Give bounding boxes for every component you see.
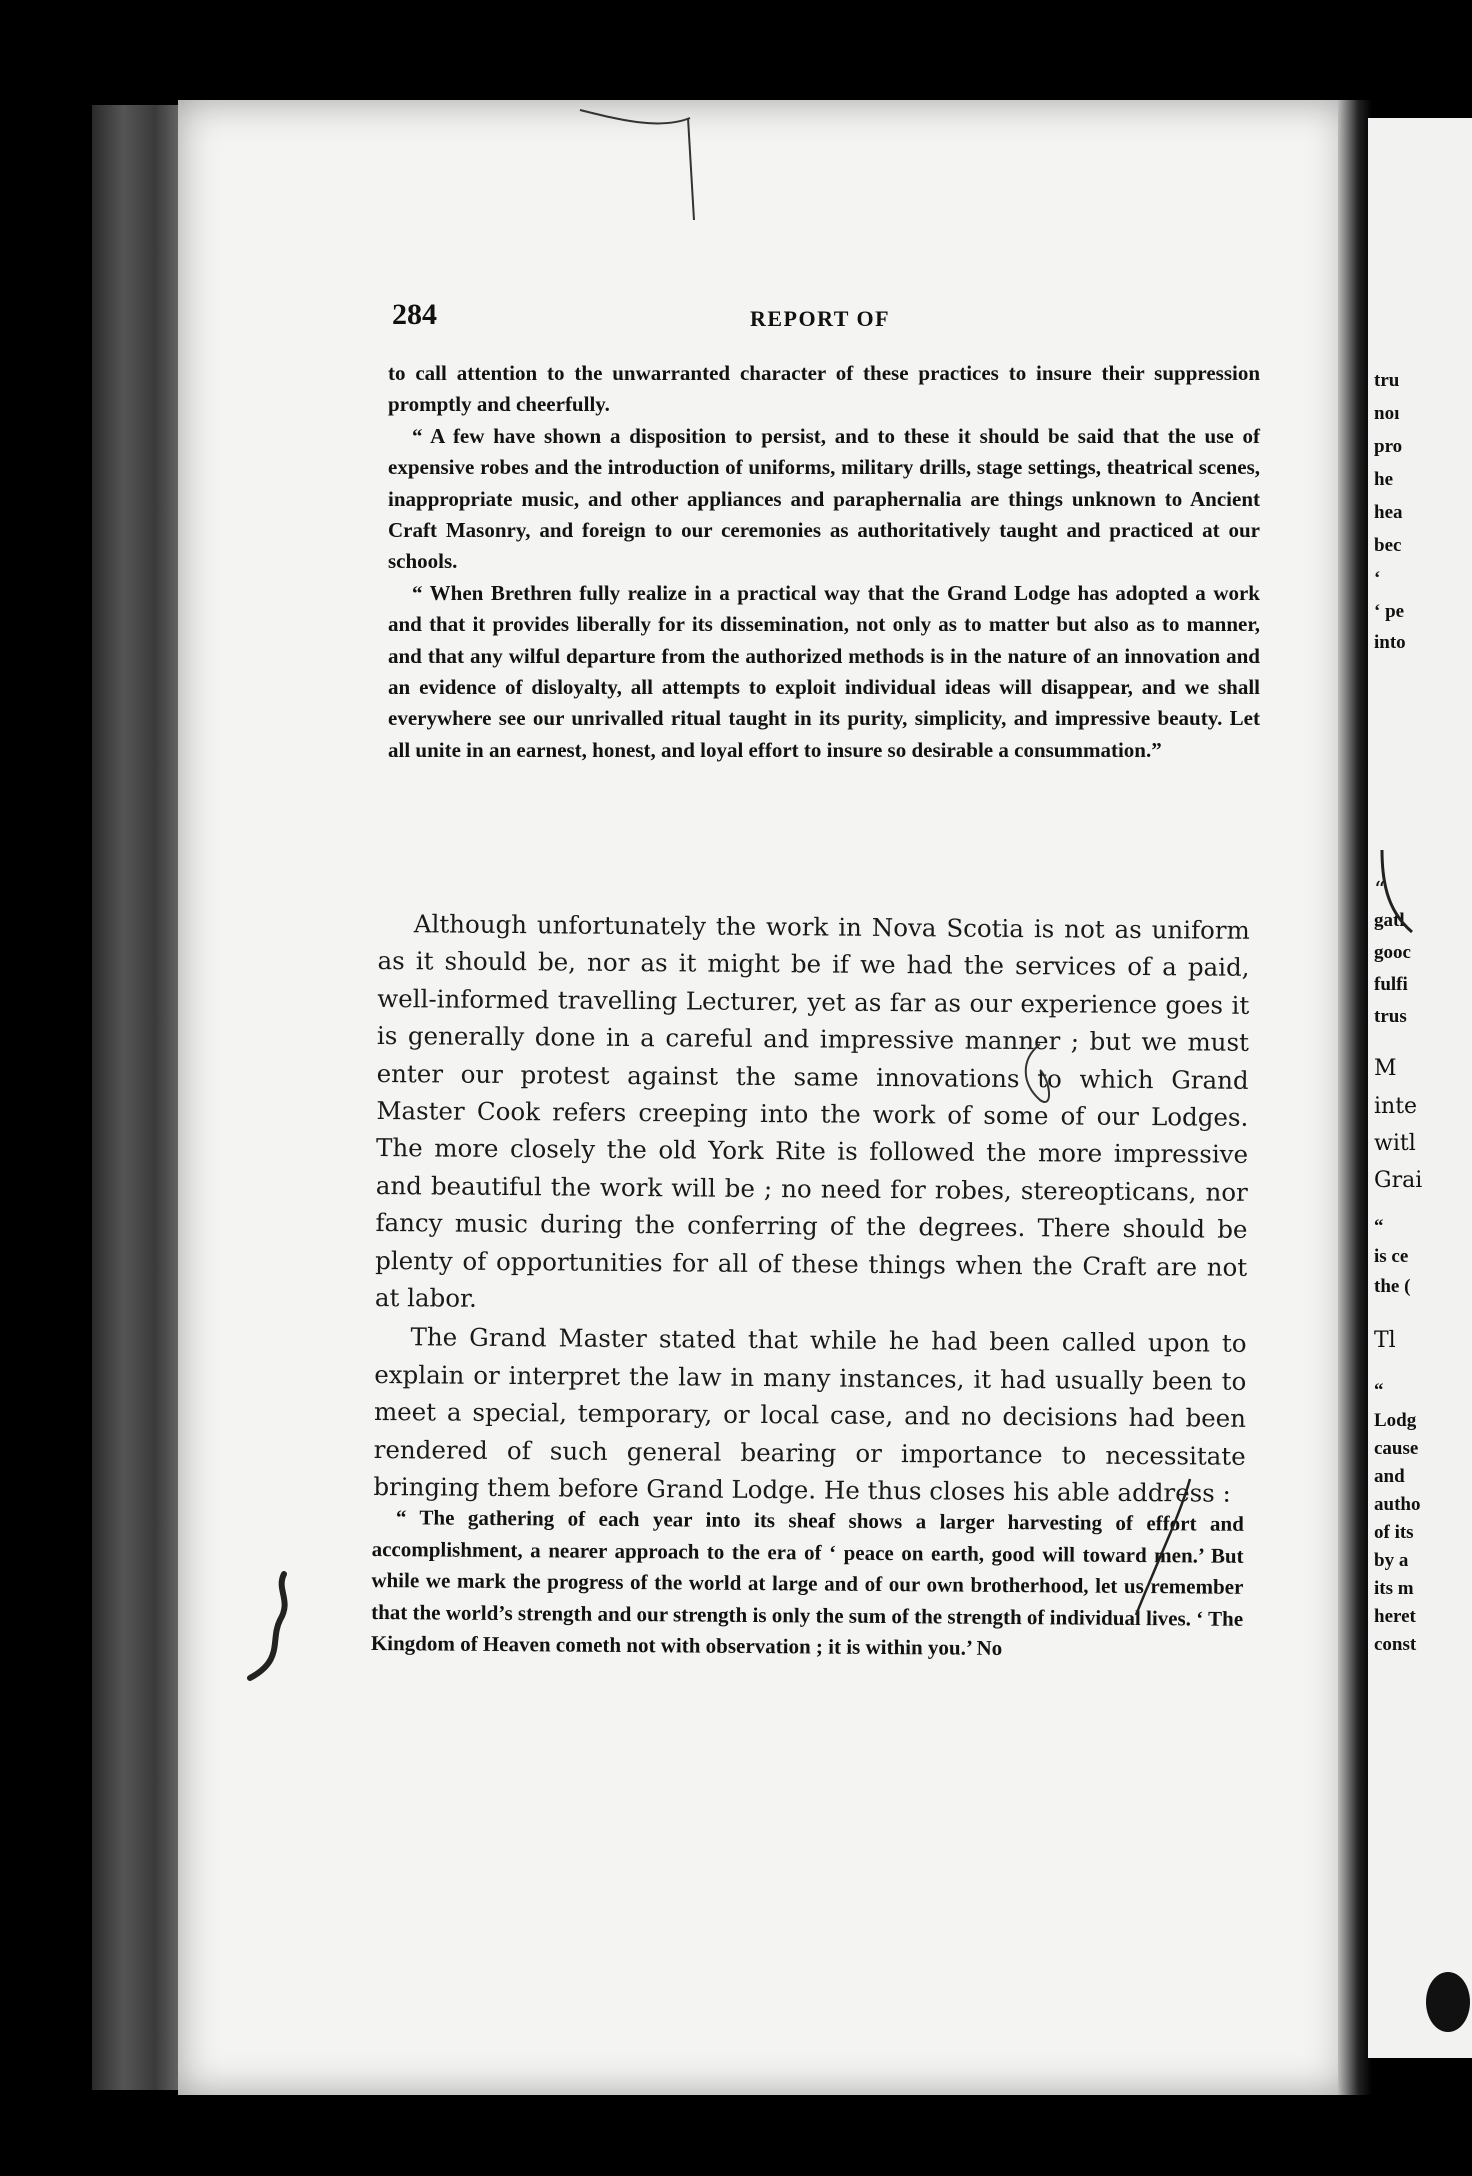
right-page-line: the ( [1374, 1276, 1411, 1297]
right-page-line: is ce [1374, 1246, 1409, 1267]
ink-blot [240, 1570, 310, 1690]
right-page-line: const [1374, 1634, 1417, 1655]
running-head: REPORT OF [750, 306, 891, 331]
right-page-line: inte [1374, 1094, 1418, 1119]
right-page-line: noı [1374, 403, 1400, 424]
right-page-line: Lodg [1374, 1410, 1417, 1431]
right-page-line: M [1374, 1056, 1397, 1081]
right-page-line: heret [1374, 1606, 1416, 1627]
right-page-line: tru [1374, 370, 1400, 391]
right-page-line: “ [1374, 1380, 1384, 1401]
right-page-line: “ [1374, 1216, 1384, 1237]
right-page-line: Grai [1374, 1168, 1423, 1193]
right-page-line: witl [1374, 1131, 1416, 1156]
right-page-line: trus [1374, 1006, 1407, 1027]
right-page-line: bec [1374, 535, 1402, 556]
right-page-line: ‘ [1374, 568, 1381, 589]
right-page-line: gooc [1374, 942, 1411, 963]
margin-pencil-stroke [1130, 1475, 1210, 1625]
right-page-line: fulfi [1374, 974, 1408, 995]
report-body [373, 905, 1250, 1514]
right-page-line: into [1374, 632, 1406, 653]
book-spine [92, 105, 182, 2090]
right-page-line: Tl [1374, 1328, 1396, 1353]
right-page-line: of its [1374, 1522, 1414, 1543]
right-page-line: and [1374, 1466, 1405, 1487]
right-page-line: cause [1374, 1438, 1419, 1459]
right-page-line: its m [1374, 1578, 1414, 1599]
right-page-fragment [1368, 118, 1472, 2058]
right-page-line: pro [1374, 436, 1403, 457]
body-paragraph: Although unfortunately the work in Nova Scotia is not as uniform as it should be, nor as it might be if we had the services of a paid, well-informed travelling Lecturer, yet as far as our experience goes it is generally done in a careful and impressive manner ; but we must enter our protest against the same innovations to which Grand Master Cook refers creeping into the work of some of our Lodges. The more closely the old York Rite is followed the more impressive and beautiful the work will be ; no need for robes, stereopticans, nor fancy music during the conferring of the degrees. There should be plenty of opportunities for all of these things when the Craft are not at labor. [374, 909, 1250, 1313]
quote-paragraph: “ A few have shown a disposition to persist, and to these it should be said that the use of expensive robes and the introduction of uniforms, military drills, stage settings, theatrical scenes, inappropriate music, and other appliances and paraphernalia are things unknown to Ancient Craft Masonry, and foreign to our ceremonies as authoritatively taught and practiced at our schools. [388, 423, 1260, 574]
quoted-address-block [388, 358, 1260, 766]
margin-pencil-stroke [1368, 808, 1428, 968]
margin-pencil-stroke [560, 100, 720, 230]
quote-paragraph: to call attention to the unwarranted character of these practices to insure their suppression promptly and cheerfully. [388, 361, 1260, 417]
body-paragraph: The Grand Master stated that while he had been called upon to explain or interpret the law in many instances, it had usually been to meet a special, temporary, or local case, and no decisions had been rendered of such general bearing or importance to necessitate bringing them before Grand Lodge. He thus closes his able address : [373, 1322, 1247, 1508]
right-page-line: gatl [1374, 910, 1405, 931]
page-number: 284 [392, 298, 437, 331]
right-page-line: by a [1374, 1550, 1409, 1571]
quote-paragraph: “ The gathering of each year into its sheaf shows a larger harvesting of effort and accomplishment, a nearer approach to the era of ‘ peace on earth, good will toward men.’ But while we mark the progress of the world at large and of our own brotherhood, let us remember that the world’s strength and our strength is only the sum of the strength of individual lives. ‘ The Kingdom of Heaven cometh not with observation ; it is within you.’ No [370, 1505, 1244, 1660]
right-page-line: ‘ pe [1374, 601, 1405, 622]
page-gutter [1338, 100, 1372, 2095]
page-header [392, 298, 1272, 338]
right-page-line: “ [1374, 878, 1386, 903]
quote-paragraph: “ When Brethren fully realize in a practical way that the Grand Lodge has adopted a work and that it provides liberally for its dissemination, not only as to matter but also as to manner, and that any wilful departure from the authorized methods is in the nature of an innovation and an evidence of disloyalty, all attempts to exploit individual ideas will disappear, and we shall everywhere see our unrivalled ritual taught in its purity, simplicity, and impressive beauty. Let all unite in an earnest, honest, and loyal effort to insure so desirable a consummation.” [388, 580, 1260, 762]
right-page-line: he [1374, 469, 1393, 490]
right-page-line: autho [1374, 1494, 1421, 1515]
ink-blot [1408, 1958, 1472, 2048]
margin-pencil-stroke [1010, 1040, 1070, 1120]
right-page-line: hea [1374, 502, 1403, 523]
closing-quote [371, 1502, 1244, 1666]
